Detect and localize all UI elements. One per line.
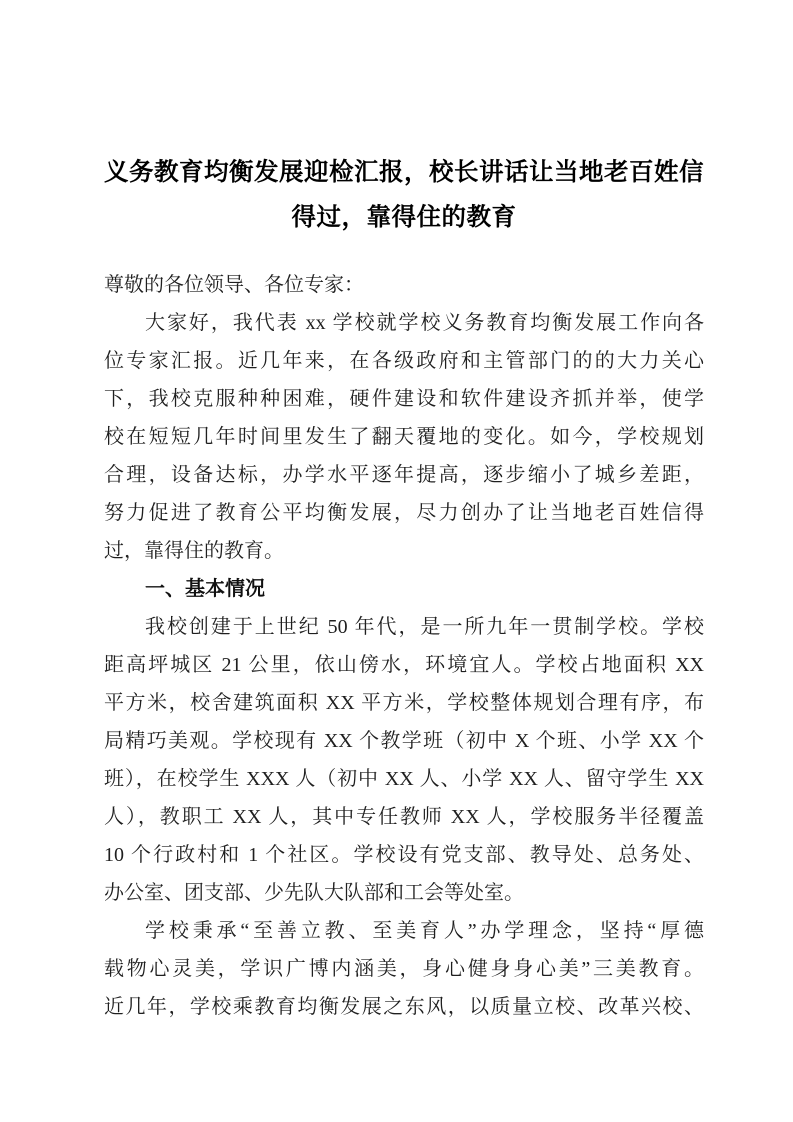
body-line: 校在短短几年时间里发生了翻天覆地的变化。如今，学校规划	[104, 426, 704, 448]
body-line: 下，我校克服种种困难，硬件建设和软件建设齐抓并举，使学	[104, 388, 704, 410]
body-line: 合理，设备达标，办学水平逐年提高，逐步缩小了城乡差距，	[104, 464, 704, 486]
body-line: 学校秉承“至善立教、至美育人”办学理念，坚持“厚德	[145, 920, 704, 942]
document-body	[104, 266, 704, 1026]
body-line: 局精巧美观。学校现有 XX 个教学班（初中 X 个班、小学 XX 个	[104, 730, 704, 752]
document-title-line: 得过，靠得住的教育	[291, 204, 517, 231]
body-line: 班），在校学生 XXX 人（初中 XX 人、小学 XX 人、留守学生 XX	[104, 768, 704, 790]
body-line: 载物心灵美，学识广博内涵美，身心健身身心美”三美教育。	[104, 958, 704, 980]
body-line: 近几年，学校乘教育均衡发展之东风，以质量立校、改革兴校、	[104, 996, 704, 1018]
section-heading: 一、基本情况	[145, 578, 265, 600]
body-line: 大家好，我代表 xx 学校就学校义务教育均衡发展工作向各	[145, 312, 704, 334]
body-line: 我校创建于上世纪 50 年代，是一所九年一贯制学校。学校	[145, 616, 704, 638]
body-line: 人），教职工 XX 人，其中专任教师 XX 人，学校服务半径覆盖	[104, 806, 704, 828]
body-line: 位专家汇报。近几年来，在各级政府和主管部门的的大力关心	[104, 350, 704, 372]
body-line: 过，靠得住的教育。	[104, 540, 284, 562]
body-line: 距高坪城区 21 公里，依山傍水，环境宜人。学校占地面积 XX	[104, 654, 704, 676]
body-line: 10 个行政村和 1 个社区。学校设有党支部、教导处、总务处、	[104, 844, 704, 866]
body-line: 平方米，校舍建筑面积 XX 平方米，学校整体规划合理有序，布	[104, 692, 704, 714]
body-line: 办公室、团支部、少先队大队部和工会等处室。	[104, 882, 524, 904]
document-title	[104, 150, 704, 240]
body-line: 努力促进了教育公平均衡发展，尽力创办了让当地老百姓信得	[104, 502, 704, 524]
body-line: 尊敬的各位领导、各位专家：	[104, 274, 364, 296]
document-title-line: 义务教育均衡发展迎检汇报，校长讲话让当地老百姓信	[104, 159, 704, 186]
